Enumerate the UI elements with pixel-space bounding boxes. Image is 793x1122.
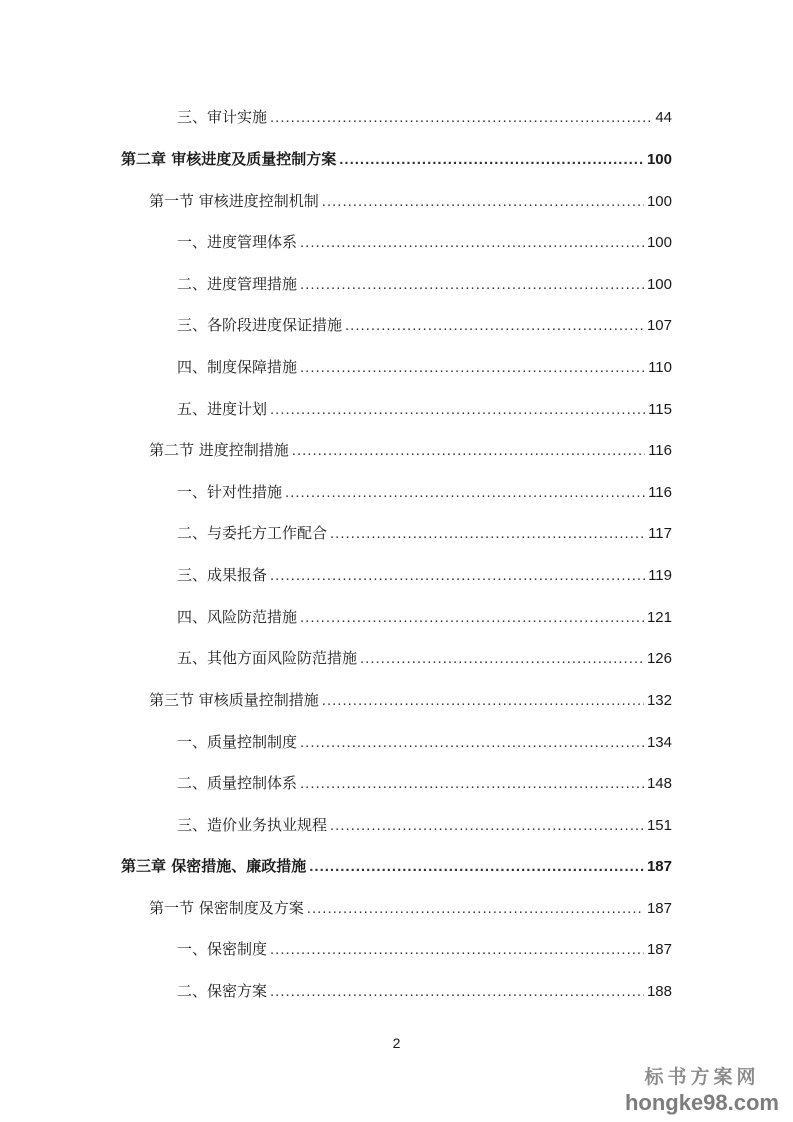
toc-entry-page: 100 — [646, 151, 672, 168]
page-number: 2 — [392, 1035, 401, 1051]
watermark-url: hongke98.com — [624, 1090, 779, 1115]
toc-entry-page: 121 — [646, 609, 672, 626]
toc-entry-label: 五、其他方面风险防范措施 — [177, 649, 358, 667]
toc-entry-page: 187 — [646, 941, 672, 958]
toc-entry[interactable] — [177, 646, 672, 670]
toc-entry-label: 一、保密制度 — [177, 940, 268, 958]
toc-leader-dots — [270, 938, 644, 962]
toc-entry-page: 116 — [648, 484, 672, 501]
toc-entry-label: 二、进度管理措施 — [177, 275, 298, 293]
toc-leader-dots — [309, 855, 644, 879]
toc-leader-dots — [270, 106, 652, 130]
toc-section[interactable] — [149, 688, 672, 712]
toc-entry[interactable] — [177, 230, 672, 254]
toc-chapter[interactable] — [121, 854, 672, 878]
toc-entry-page: 148 — [646, 775, 672, 792]
toc-entry[interactable] — [177, 355, 672, 379]
toc-entry[interactable] — [177, 730, 672, 754]
toc-entry-label: 四、风险防范措施 — [177, 608, 298, 626]
toc-entry[interactable] — [177, 937, 672, 961]
toc-entry-page: 100 — [646, 276, 672, 293]
toc-leader-dots — [300, 772, 644, 796]
toc-leader-dots — [300, 273, 644, 297]
toc-entry-label: 二、与委托方工作配合 — [177, 524, 328, 542]
toc-entry-page: 187 — [646, 858, 672, 875]
toc-entry-label: 第一节 保密制度及方案 — [149, 899, 304, 917]
toc-entry-label: 第三章 保密措施、廉政措施 — [121, 857, 307, 875]
toc-leader-dots — [300, 231, 644, 255]
toc-entry-page: 107 — [646, 317, 672, 334]
toc-entry-label: 第一节 审核进度控制机制 — [149, 192, 319, 210]
toc-entry[interactable] — [177, 272, 672, 296]
toc-entry-page: 134 — [646, 734, 672, 751]
toc-section[interactable] — [149, 896, 672, 920]
toc-section[interactable] — [149, 438, 672, 462]
toc-leader-dots — [300, 356, 645, 380]
toc-leader-dots — [330, 522, 645, 546]
toc-leader-dots — [339, 148, 644, 172]
toc-entry[interactable] — [177, 480, 672, 504]
toc-entry[interactable] — [177, 771, 672, 795]
toc-section[interactable] — [149, 189, 672, 213]
toc-entry-page: 188 — [646, 983, 672, 1000]
toc-entry-label: 二、质量控制体系 — [177, 774, 298, 792]
toc-entry-label: 一、针对性措施 — [177, 483, 283, 501]
toc-entry-label: 三、造价业务执业规程 — [177, 816, 328, 834]
toc-leader-dots — [330, 814, 644, 838]
toc-entry-label: 三、审计实施 — [177, 108, 268, 126]
toc-entry-label: 三、各阶段进度保证措施 — [177, 316, 343, 334]
toc-entry[interactable] — [177, 313, 672, 337]
toc-entry-page: 116 — [648, 442, 672, 459]
toc-chapter[interactable] — [121, 147, 672, 171]
toc-entry-page: 119 — [648, 567, 672, 584]
toc-entry[interactable] — [177, 563, 672, 587]
toc-entry[interactable] — [177, 979, 672, 1003]
toc-entry[interactable] — [177, 105, 672, 129]
toc-entry-label: 二、保密方案 — [177, 982, 268, 1000]
toc-entry-page: 115 — [648, 401, 672, 418]
toc-leader-dots — [285, 481, 645, 505]
toc-entry-page: 110 — [648, 359, 672, 376]
toc-leader-dots — [270, 398, 645, 422]
toc-leader-dots — [322, 689, 644, 713]
toc-entry-label: 第三节 审核质量控制措施 — [149, 691, 319, 709]
toc-leader-dots — [300, 606, 644, 630]
toc-leader-dots — [322, 190, 644, 214]
toc-entry-label: 五、进度计划 — [177, 400, 268, 418]
toc-entry-label: 第二节 进度控制措施 — [149, 441, 289, 459]
toc-entry-page: 117 — [648, 525, 672, 542]
toc-entry-label: 一、进度管理体系 — [177, 233, 298, 251]
watermark — [625, 1064, 779, 1116]
toc-leader-dots — [270, 980, 644, 1004]
toc-entry-page: 187 — [646, 900, 672, 917]
toc-leader-dots — [345, 314, 644, 338]
toc-leader-dots — [270, 564, 645, 588]
toc-entry-page: 126 — [646, 650, 672, 667]
toc-leader-dots — [307, 897, 644, 921]
toc-entry-page: 132 — [646, 692, 672, 709]
toc-entry-label: 四、制度保障措施 — [177, 358, 298, 376]
toc-entry-label: 一、质量控制制度 — [177, 733, 298, 751]
toc-entry-page: 151 — [646, 817, 672, 834]
watermark-title: 标书方案网 — [644, 1066, 760, 1088]
toc-entry-page: 100 — [646, 193, 672, 210]
toc-leader-dots — [360, 647, 644, 671]
toc-entry-page: 44 — [655, 109, 672, 126]
toc-leader-dots — [300, 731, 644, 755]
toc-entry[interactable] — [177, 521, 672, 545]
toc-entry[interactable] — [177, 813, 672, 837]
toc-entry-page: 100 — [646, 234, 672, 251]
toc-leader-dots — [292, 439, 645, 463]
toc-entry-label: 第二章 审核进度及质量控制方案 — [121, 150, 337, 168]
toc-entry[interactable] — [177, 397, 672, 421]
toc-entry[interactable] — [177, 605, 672, 629]
toc-entry-label: 三、成果报备 — [177, 566, 268, 584]
